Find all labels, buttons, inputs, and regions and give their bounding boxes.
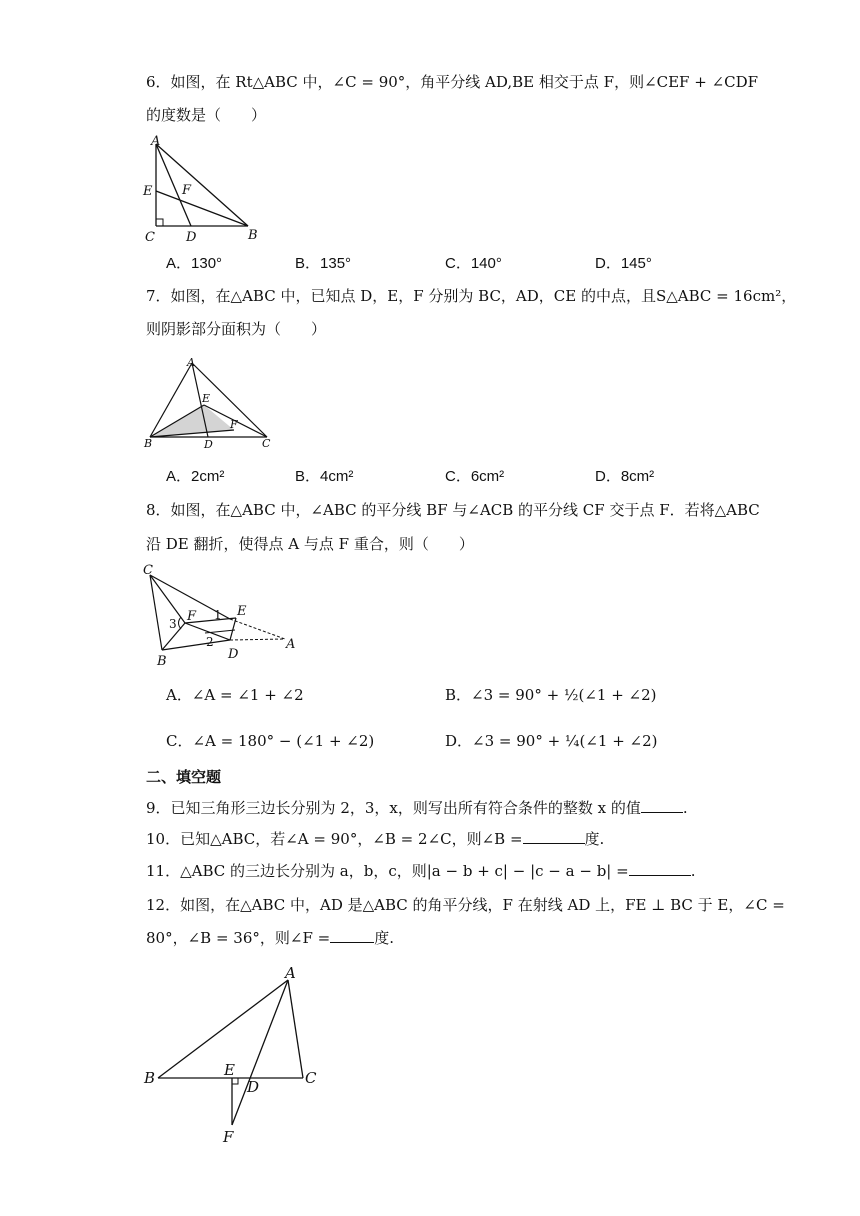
q8-label-3: 3	[169, 617, 177, 631]
q6-label-F: F	[182, 183, 192, 198]
q9-answer-blank[interactable]	[641, 812, 683, 813]
q8-label-F: F	[187, 609, 197, 624]
q6-label-B: B	[248, 228, 258, 243]
q7-label-E: E	[202, 392, 211, 405]
q12-label-D: D	[247, 1078, 260, 1096]
q8-text-line1: 8．如图，在△ABC 中，∠ABC 的平分线 BF 与∠ACB 的平分线 CF 交于点 F．若将△ABC	[146, 501, 760, 519]
q7-text-line1: 7．如图，在△ABC 中，已知点 D，E，F 分别为 BC，AD，CE 的中点，且S△ABC = 16cm²，	[146, 287, 797, 305]
q12-figure	[140, 960, 330, 1150]
q7-option-a[interactable]: A．2cm²	[166, 468, 225, 485]
q7-label-C: C	[262, 437, 271, 450]
q6-option-b[interactable]: B．135°	[295, 255, 352, 272]
q8-label-D: D	[228, 647, 239, 662]
q6-label-D: D	[186, 230, 197, 245]
q10-end: 度.	[584, 830, 605, 848]
q8-figure	[140, 560, 310, 672]
q9-text	[146, 797, 688, 819]
q7-option-d[interactable]: D．8cm²	[595, 468, 655, 485]
q8-label-2: 2	[206, 635, 214, 649]
q7-label-F: F	[230, 418, 238, 431]
q12-answer-blank[interactable]	[330, 942, 374, 943]
q6-text-line1: 6．如图，在 Rt△ABC 中，∠C = 90°，角平分线 AD,BE 相交于点 F，则∠CEF + ∠CDF	[146, 73, 759, 91]
q6-option-d[interactable]: D．145°	[595, 255, 652, 272]
q12-end: 度.	[374, 929, 394, 947]
q6-label-C: C	[145, 230, 155, 245]
q10-answer-blank[interactable]	[523, 843, 585, 844]
q8-label-A: A	[286, 637, 296, 652]
q8-label-B: B	[157, 654, 167, 669]
q8-option-b[interactable]: B．∠3 = 90° + ½(∠1 + ∠2)	[445, 686, 657, 704]
q7-option-c[interactable]: C．6cm²	[445, 468, 505, 485]
q12-label-A: A	[285, 964, 296, 982]
q10-text	[146, 828, 604, 850]
q11-question: 11．△ABC 的三边长分别为 a，b，c，则|a − b + c| − |c − a − b| =	[146, 862, 629, 880]
q7-text-line2: 则阴影部分面积为（ ）	[146, 320, 327, 338]
q6-text-line2: 的度数是（ ）	[146, 106, 267, 124]
q7-figure	[140, 352, 280, 452]
q11-text	[146, 860, 695, 882]
q12-question-line2: 80°，∠B = 36°，则∠F =	[146, 929, 331, 947]
q8-option-c[interactable]: C．∠A = 180° − (∠1 + ∠2)	[166, 732, 375, 750]
q6-label-A: A	[151, 134, 161, 149]
q7-label-B: B	[144, 437, 153, 450]
q8-option-d[interactable]: D．∠3 = 90° + ¼(∠1 + ∠2)	[445, 732, 658, 750]
q6-figure	[140, 135, 270, 245]
q12-label-C: C	[305, 1069, 317, 1087]
q11-end: .	[690, 862, 696, 880]
q7-label-A: A	[187, 356, 195, 369]
q8-label-1: 1	[214, 608, 222, 622]
q9-question: 9．已知三角形三边长分别为 2，3，x，则写出所有符合条件的整数 x 的值	[146, 799, 641, 817]
q8-label-E: E	[237, 604, 247, 619]
q12-text-line2	[146, 927, 394, 949]
q10-question: 10．已知△ABC，若∠A = 90°，∠B = 2∠C，则∠B =	[146, 830, 523, 848]
q9-end: .	[682, 799, 688, 817]
q12-label-B: B	[144, 1069, 156, 1087]
q12-label-E: E	[224, 1061, 235, 1079]
q6-option-c[interactable]: C．140°	[445, 255, 502, 272]
q7-option-b[interactable]: B．4cm²	[295, 468, 354, 485]
q8-option-a[interactable]: A．∠A = ∠1 + ∠2	[166, 686, 304, 704]
q12-label-F: F	[223, 1128, 234, 1146]
q12-text-line1: 12．如图，在△ABC 中，AD 是△ABC 的角平分线，F 在射线 AD 上，FE ⊥ BC 于 E，∠C =	[146, 896, 785, 914]
q8-label-C: C	[143, 563, 153, 578]
section-heading-fill-in: 二、填空题	[146, 768, 222, 786]
q7-label-D: D	[204, 438, 213, 451]
q11-answer-blank[interactable]	[629, 875, 691, 876]
q6-label-E: E	[143, 184, 153, 199]
q8-text-line2: 沿 DE 翻折，使得点 A 与点 F 重合，则（ ）	[146, 535, 474, 553]
q6-option-a[interactable]: A．130°	[166, 255, 223, 272]
